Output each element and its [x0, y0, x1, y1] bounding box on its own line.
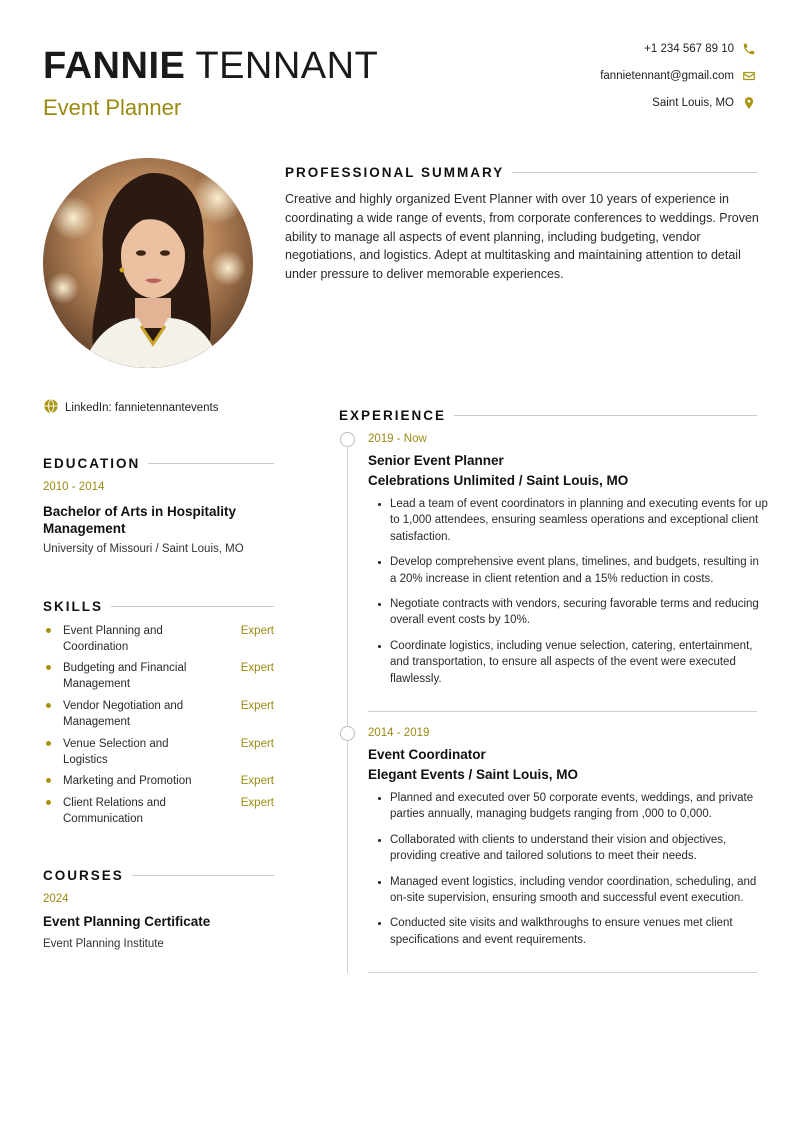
linkedin-text: LinkedIn: fannietennantevents: [65, 401, 219, 414]
bullet-dot: [46, 800, 51, 805]
job-entry: [368, 433, 768, 696]
experience-timeline: [347, 440, 348, 973]
contact-email[interactable]: [516, 66, 756, 86]
job-title: Event Planner: [43, 95, 182, 120]
skill-level: Expert: [240, 738, 274, 750]
skill-level: Expert: [240, 662, 274, 674]
skill-item: [46, 698, 274, 730]
job-bullet: Negotiate contracts with vendors, securing favorable terms and reducing overall event costs by 10%.: [378, 596, 768, 629]
skill-name: Budgeting and Financial Management: [63, 662, 187, 690]
job-role: Event Coordinator: [368, 747, 486, 762]
skill-level: Expert: [240, 625, 274, 637]
job-divider: [368, 972, 757, 973]
job-bullet: Collaborated with clients to understand their vision and objectives, providing creative and tailored solutions to meet their needs.: [378, 832, 768, 865]
skill-name: Event Planning and Coordination: [63, 625, 163, 653]
timeline-marker: [340, 432, 355, 447]
phone-icon: [742, 42, 756, 56]
job-bullet: Planned and executed over 50 corporate events, weddings, and private parties annually, managing budgets ranging from ,000 to 0,000.: [378, 790, 768, 823]
experience-heading: EXPERIENCE: [339, 406, 757, 424]
contact-location: [516, 93, 756, 113]
skill-name: Venue Selection and Logistics: [63, 738, 169, 766]
course-institution: Event Planning Institute: [43, 938, 164, 950]
skill-level: Expert: [240, 775, 274, 787]
course-year: 2024: [43, 893, 69, 905]
job-period: 2014 - 2019: [368, 727, 430, 739]
profile-photo: [43, 158, 253, 368]
bullet-dot: [46, 665, 51, 670]
job-bullets: [368, 496, 768, 687]
skills-divider: [111, 606, 274, 607]
job-role: Senior Event Planner: [368, 453, 504, 468]
skill-name: Vendor Negotiation and Management: [63, 700, 184, 728]
skill-item: [46, 623, 274, 655]
location-text: Saint Louis, MO: [652, 97, 734, 109]
skill-name: Client Relations and Communication: [63, 797, 166, 825]
skill-level: Expert: [240, 700, 274, 712]
timeline-marker: [340, 726, 355, 741]
first-name: FANNIE: [43, 45, 186, 87]
skill-item: [46, 660, 274, 692]
bullet-dot: [46, 741, 51, 746]
skill-item: [46, 736, 274, 768]
job-divider: [368, 711, 757, 712]
bullet-dot: [46, 703, 51, 708]
education-years: 2010 - 2014: [43, 481, 105, 493]
last-name: TENNANT: [195, 45, 379, 87]
phone-text: +1 234 567 89 10: [644, 43, 734, 55]
job-bullet: Managed event logistics, including vendor coordination, scheduling, and on-site supervision, ensuring smooth and successful event execution.: [378, 874, 768, 907]
skill-item: [46, 773, 274, 789]
education-divider: [148, 463, 274, 464]
job-bullet: Develop comprehensive event plans, timelines, and budgets, resulting in a 20% increase in client retention and a 15% reduction in costs.: [378, 554, 768, 587]
job-company: Celebrations Unlimited / Saint Louis, MO: [368, 473, 629, 488]
courses-heading: COURSES: [43, 866, 274, 884]
experience-divider: [454, 415, 757, 416]
education-school: University of Missouri / Saint Louis, MO: [43, 543, 244, 555]
envelope-icon: [742, 69, 756, 83]
job-company: Elegant Events / Saint Louis, MO: [368, 767, 579, 782]
education-heading: EDUCATION: [43, 454, 274, 472]
education-degree: Bachelor of Arts in Hospitality Management: [43, 504, 237, 536]
courses-divider: [132, 875, 274, 876]
skill-level: Expert: [240, 797, 274, 809]
candidate-name: [43, 44, 378, 88]
skill-name: Marketing and Promotion: [63, 775, 192, 787]
job-entry: [368, 727, 768, 957]
linkedin-link[interactable]: [43, 398, 218, 417]
job-bullet: Lead a team of event coordinators in planning and executing events for up to 1,000 attendees, ensuring seamless operations and exceptional client satisfaction.: [378, 496, 768, 545]
map-pin-icon: [742, 96, 756, 110]
skill-item: [46, 795, 274, 827]
job-bullets: [368, 790, 768, 948]
summary-heading: PROFESSIONAL SUMMARY: [285, 163, 757, 181]
bullet-dot: [46, 778, 51, 783]
bullet-dot: [46, 628, 51, 633]
contact-phone[interactable]: [516, 39, 756, 59]
skills-heading: SKILLS: [43, 597, 274, 615]
job-period: 2019 - Now: [368, 433, 427, 445]
course-name: Event Planning Certificate: [43, 914, 211, 929]
summary-text: Creative and highly organized Event Planner with over 10 years of experience in coordinating a wide range of events, from corporate conferences to weddings. Proven ability to manage all aspects of event planning, including budgeting, vendor negotiations, and logistics. Adept at multitasking and maintaining attention to detail under pressure to deliver memorable experiences.: [285, 192, 759, 282]
summary-divider: [512, 172, 757, 173]
globe-icon: [43, 398, 59, 417]
job-bullet: Conducted site visits and walkthroughs to ensure venues met client specifications and event requirements.: [378, 915, 768, 948]
email-text: fannietennant@gmail.com: [600, 70, 734, 82]
job-bullet: Coordinate logistics, including venue selection, catering, entertainment, and transportation, to ensure all aspects of the event were executed flawlessly.: [378, 638, 768, 687]
